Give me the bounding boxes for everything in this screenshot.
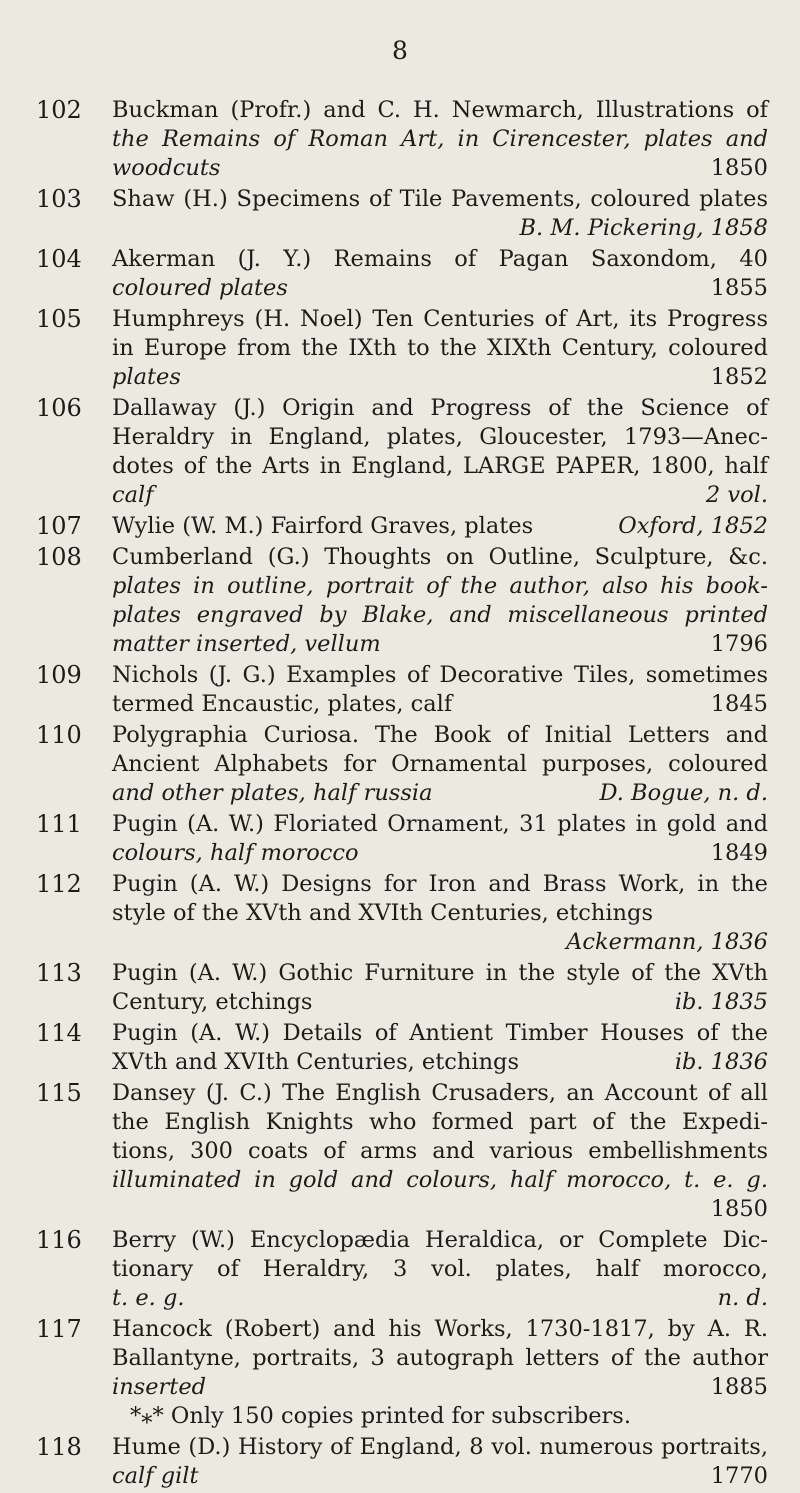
entry-line [112,690,768,719]
entry-line [112,363,768,392]
entry-imprint: D. Bogue, n. d. [599,780,768,806]
catalogue-entry-109 [36,661,768,719]
entry-line [112,1373,768,1402]
entry-line: the English Knights who formed part of the Expedi- [112,1109,768,1135]
entry-line: Pugin (A. W.) Floriated Ornament, 31 plates in gold and [112,811,768,837]
entry-line [112,779,768,808]
entry-line: Berry (W.) Encyclopædia Heraldica, or Complete Dic- [112,1227,768,1253]
entry-date: 1852 [710,364,768,390]
entry-text: matter inserted, vellum [112,631,381,657]
catalogue-entry-107 [36,512,768,541]
entry-text: woodcuts [112,155,221,181]
entry-note: *⁎* Only 150 copies printed for subscribers. [130,1403,632,1429]
entry-date: 1770 [710,1463,768,1489]
entry-line: Akerman (J. Y.) Remains of Pagan Saxondom, 40 [112,246,768,272]
entry-line: plates in outline, portrait of the author, also his book- [112,573,768,599]
entry-line: Ancient Alphabets for Ornamental purposes, coloured [112,751,768,777]
entry-line: illuminated in gold and colours, half morocco, t. e. g. [112,1167,768,1193]
entry-date: 1849 [710,840,768,866]
entry-line: tions, 300 coats of arms and various embellishments [112,1138,768,1164]
lot-number: 114 [36,1019,82,1047]
entry-imprint: ib. 1835 [674,989,768,1015]
entry-line [112,988,768,1017]
lot-number: 118 [36,1433,82,1461]
entry-date: 1845 [710,691,768,717]
lot-number: 108 [36,543,82,571]
entry-line: Cumberland (G.) Thoughts on Outline, Sculpture, &c. [112,544,768,570]
entry-imprint: Oxford, 1852 [618,513,768,539]
entry-text: termed Encaustic, plates, calf [112,691,453,717]
lot-number: 110 [36,721,82,749]
lot-number: 105 [36,305,82,333]
lot-number: 109 [36,661,82,689]
entry-line: Pugin (A. W.) Details of Antient Timber Houses of the [112,1020,768,1046]
catalogue-entry-110 [36,721,768,808]
entry-line: Dallaway (J.) Origin and Progress of the Science of [112,395,768,421]
entry-line [112,839,768,868]
entry-line [112,274,768,303]
page-number: 8 [392,36,408,65]
entry-text: calf [112,482,154,508]
entry-line: Pugin (A. W.) Designs for Iron and Brass Work, in the [112,871,768,897]
lot-number: 107 [36,512,82,540]
entry-date: 1885 [710,1374,768,1400]
lot-number: 117 [36,1315,82,1343]
entry-line: Ballantyne, portraits, 3 autograph letters of the author [112,1345,768,1371]
entry-date: 1796 [710,631,768,657]
entry-date: 1850 [710,1196,768,1222]
catalogue-entry-118 [36,1433,768,1491]
catalogue-entry-115 [36,1079,768,1224]
entry-line: the Remains of Roman Art, in Cirencester, plates and [112,126,768,152]
entry-line: Pugin (A. W.) Gothic Furniture in the style of the XVth [112,960,768,986]
entry-text: inserted [112,1374,207,1400]
entry-line [112,1284,768,1313]
catalogue-entry-116 [36,1226,768,1313]
entry-line: Dansey (J. C.) The English Crusaders, an Account of all [112,1080,768,1106]
entry-line: Hume (D.) History of England, 8 vol. numerous portraits, [112,1434,768,1460]
catalogue-entry-102 [36,96,768,183]
entry-line: Hancock (Robert) and his Works, 1730-1817, by A. R. [112,1316,768,1342]
lot-number: 116 [36,1226,82,1254]
lot-number: 111 [36,810,82,838]
entry-line: dotes of the Arts in England, LARGE PAPER, 1800, half [112,453,768,479]
lot-number: 112 [36,870,82,898]
entry-line: plates engraved by Blake, and miscellaneous printed [112,602,768,628]
entry-date: 1850 [710,155,768,181]
entry-line: tionary of Heraldry, 3 vol. plates, half morocco, [112,1256,768,1282]
catalogue-entry-117 [36,1315,768,1431]
entry-line: Buckman (Profr.) and C. H. Newmarch, Illustrations of [112,97,768,123]
entry-line: Nichols (J. G.) Examples of Decorative Tiles, sometimes [112,662,768,688]
entry-text: colours, half morocco [112,840,359,866]
entry-text: t. e. g. [112,1285,185,1311]
entry-text: coloured plates [112,275,288,301]
entry-line [112,481,768,510]
entry-text: XVth and XVIth Centuries, etchings [112,1049,520,1075]
entry-line [112,1462,768,1491]
entry-line: Shaw (H.) Specimens of Tile Pavements, coloured plates [112,186,768,212]
entry-line [112,154,768,183]
entry-date: 1855 [710,275,768,301]
entry-line: in Europe from the IXth to the XIXth Century, coloured [112,335,768,361]
catalogue-entry-106 [36,394,768,510]
catalogue-entry-104 [36,245,768,303]
catalogue-entry-105 [36,305,768,392]
entry-imprint: n. d. [717,1285,768,1311]
catalogue-entry-103 [36,185,768,243]
catalogue-entries [36,96,768,1493]
lot-number: 115 [36,1079,82,1107]
lot-number: 113 [36,959,82,987]
catalogue-entry-111 [36,810,768,868]
entry-line: style of the XVth and XVIth Centuries, etchings [112,900,653,926]
entry-line [112,1048,768,1077]
lot-number: 102 [36,96,82,124]
catalogue-entry-108 [36,543,768,659]
entry-imprint: Ackermann, 1836 [566,929,768,955]
entry-line: Humphreys (H. Noel) Ten Centuries of Art, its Progress [112,306,768,332]
entry-text: Century, etchings [112,989,313,1015]
catalogue-entry-113 [36,959,768,1017]
entry-volumes: 2 vol. [705,482,768,508]
lot-number: 104 [36,245,82,273]
lot-number: 103 [36,185,82,213]
entry-text: Wylie (W. M.) Fairford Graves, plates [112,513,534,539]
entry-line: Heraldry in England, plates, Gloucester, 1793—Anec- [112,424,768,450]
entry-line [112,512,768,541]
entry-line: Polygraphia Curiosa. The Book of Initial Letters and [112,722,768,748]
entry-imprint: ib. 1836 [674,1049,768,1075]
lot-number: 106 [36,394,82,422]
entry-text: and other plates, half russia [112,780,433,806]
catalogue-entry-114 [36,1019,768,1077]
entry-line [112,630,768,659]
entry-text: calf gilt [112,1463,199,1489]
entry-text: plates [112,364,181,390]
catalogue-entry-112 [36,870,768,957]
entry-imprint: B. M. Pickering, 1858 [519,215,768,241]
